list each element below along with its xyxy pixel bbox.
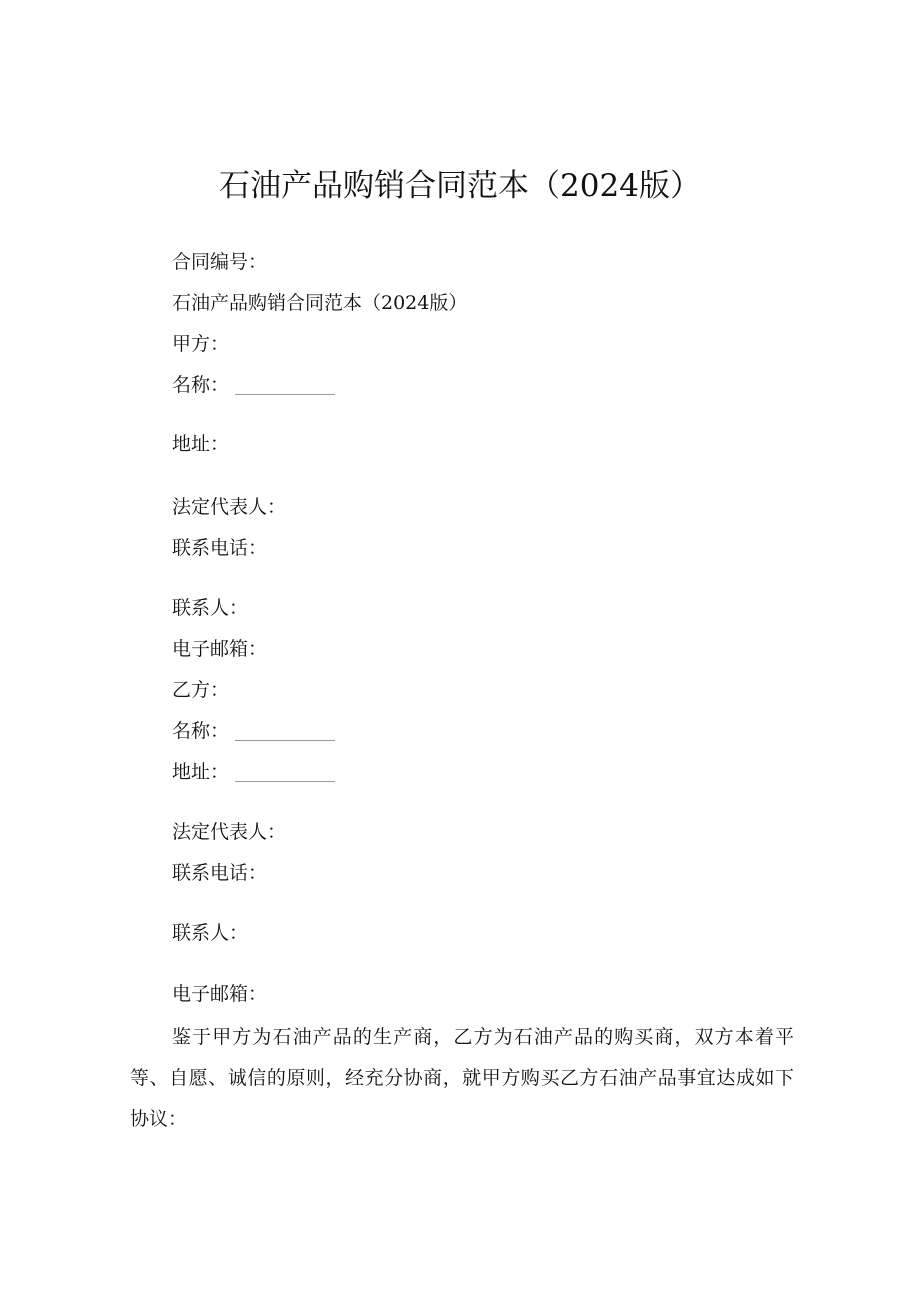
contract-number-label: 合同编号： <box>172 251 268 273</box>
party-b-name-label: 名称： <box>172 720 230 742</box>
party-a-name-label: 名称： <box>172 374 230 396</box>
party-b-email-label: 电子邮箱： <box>172 983 268 1005</box>
party-b-address-row <box>172 760 335 784</box>
party-b-phone-label: 联系电话： <box>172 862 268 884</box>
party-a-heading: 甲方： <box>172 333 230 355</box>
party-a-name-row <box>172 373 335 397</box>
party-b-contact-label: 联系人： <box>172 922 249 944</box>
party-a-name-blank[interactable] <box>235 393 335 395</box>
party-a-phone-label: 联系电话： <box>172 537 268 559</box>
party-a-legal-rep-label: 法定代表人： <box>172 496 287 518</box>
party-b-heading: 乙方： <box>172 679 230 701</box>
party-b-address-blank[interactable] <box>235 780 335 782</box>
party-a-address-label: 地址： <box>172 433 230 455</box>
party-b-name-row <box>172 719 335 743</box>
preamble-paragraph: 鉴于甲方为石油产品的生产商，乙方为石油产品的购买商，双方本着平等、自愿、诚信的原则，经充分协商，就甲方购买乙方石油产品事宜达成如下协议： <box>130 1026 794 1130</box>
party-b-name-blank[interactable] <box>235 739 335 741</box>
document-title: 石油产品购销合同范本（2024版） <box>219 168 701 204</box>
party-b-legal-rep-label: 法定代表人： <box>172 821 287 843</box>
party-a-contact-label: 联系人： <box>172 597 249 619</box>
party-a-email-label: 电子邮箱： <box>172 638 268 660</box>
party-b-address-label: 地址： <box>172 761 230 783</box>
contract-subtitle: 石油产品购销合同范本（2024版） <box>172 292 468 314</box>
